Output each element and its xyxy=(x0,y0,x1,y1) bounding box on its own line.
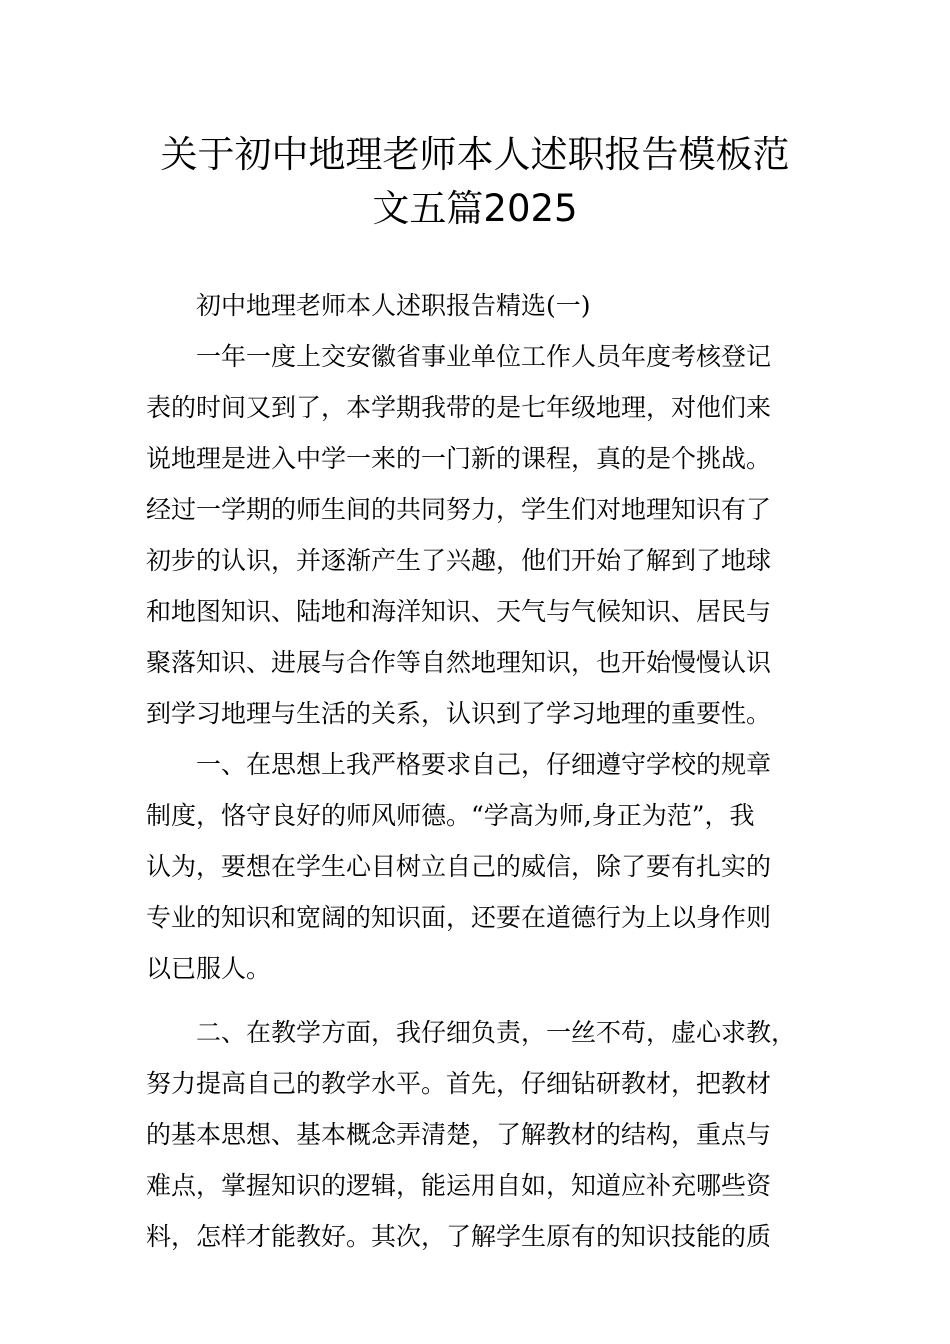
text-line: 努力提高自己的教学水平。首先，仔细钻研教材，把教材 xyxy=(146,1069,772,1098)
text-line: 到学习地理与生活的关系，认识到了学习地理的重要性。 xyxy=(146,699,772,728)
text-line: 说地理是进入中学一来的一门新的课程，真的是个挑战。 xyxy=(146,444,772,473)
text-line: 以已服人。 xyxy=(146,954,272,983)
text-line: 的基本思想、基本概念弄清楚，了解教材的结构，重点与 xyxy=(146,1120,772,1149)
section-heading: 初中地理老师本人述职报告精选(一) xyxy=(196,291,591,320)
text-line: 聚落知识、进展与合作等自然地理知识，也开始慢慢认识 xyxy=(146,648,772,677)
text-line: 表的时间又到了，本学期我带的是七年级地理，对他们来 xyxy=(146,393,772,422)
text-line: 一年一度上交安徽省事业单位工作人员年度考核登记 xyxy=(196,342,772,371)
paragraph-ideology xyxy=(146,739,808,994)
text-line: 认为，要想在学生心目树立自己的威信，除了要有扎实的 xyxy=(146,852,772,881)
text-line: 一、在思想上我严格要求自己，仔细遵守学校的规章 xyxy=(196,750,772,779)
paragraph-gap xyxy=(146,994,808,1007)
text-line: 初步的认识，并逐渐产生了兴趣，他们开始了解到了地球 xyxy=(146,546,772,575)
text-line: 二、在教学方面，我仔细负责，一丝不苟，虚心求教， xyxy=(196,1018,797,1047)
document-title xyxy=(120,128,830,236)
text-line: 制度，恪守良好的师风师德。“学高为师,身正为范”，我 xyxy=(146,801,755,830)
text-line: 难点，掌握知识的逻辑，能运用自如，知道应补充哪些资 xyxy=(146,1171,772,1200)
text-line: 经过一学期的师生间的共同努力，学生们对地理知识有了 xyxy=(146,495,772,524)
title-line: 文五篇2025 xyxy=(372,187,578,230)
title-line: 关于初中地理老师本人述职报告模板范 xyxy=(160,133,790,176)
document-body xyxy=(146,280,808,1262)
text-line: 专业的知识和宽阔的知识面，还要在道德行为上以身作则 xyxy=(146,903,772,932)
text-line: 料，怎样才能教好。其次，了解学生原有的知识技能的质 xyxy=(146,1222,772,1251)
text-line: 和地图知识、陆地和海洋知识、天气与气候知识、居民与 xyxy=(146,597,772,626)
paragraph-intro xyxy=(146,331,808,739)
paragraph-teaching xyxy=(146,1007,808,1262)
